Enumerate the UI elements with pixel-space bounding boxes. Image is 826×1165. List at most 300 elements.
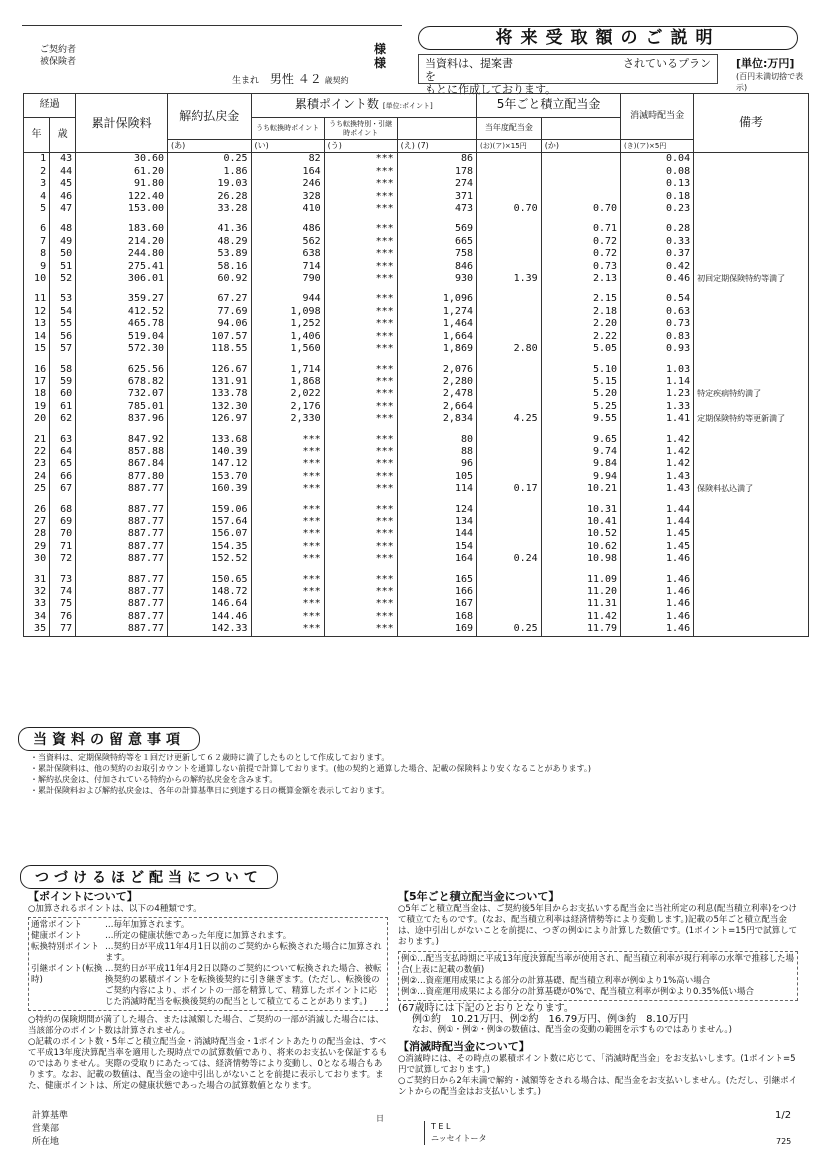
cell-handover-points: *** xyxy=(324,318,397,330)
cell-current-dividend xyxy=(477,248,542,260)
cell-age: 69 xyxy=(50,516,76,528)
page-title: 将来受取額のご説明 xyxy=(418,26,798,50)
cell-current-dividend xyxy=(477,261,542,273)
gap-cell xyxy=(251,496,324,504)
gap-cell xyxy=(477,215,542,223)
cell-current-dividend: 0.70 xyxy=(477,203,542,215)
cell-current-dividend xyxy=(477,574,542,586)
cell-handover-points: *** xyxy=(324,586,397,598)
cell-accumulated-dividend: 9.94 xyxy=(541,471,620,483)
cell-surrender: 19.03 xyxy=(168,178,252,190)
cell-remark xyxy=(694,401,809,413)
cell-total-points: 1,274 xyxy=(397,306,476,318)
example-values: 例①約 10.21万円、例②約 16.79万円、例③約 8.10万円 xyxy=(412,1014,689,1025)
cell-current-dividend xyxy=(477,611,542,623)
cell-premium: 877.80 xyxy=(76,471,168,483)
extinction-text2: ○ご契約日から2年未満で解約・減額等をされる場合は、配当金をお支払いしません。(ただし、引継ポイントからの配当金はお支払いします。) xyxy=(398,1076,798,1097)
table-row xyxy=(24,623,809,636)
table-row xyxy=(24,364,809,376)
note-line1: 当資料は、提案書 xyxy=(425,57,513,70)
cell-surrender: 118.55 xyxy=(168,343,252,355)
cell-surrender: 0.25 xyxy=(168,153,252,166)
cell-total-points: 168 xyxy=(397,611,476,623)
cell-total-points: 1,464 xyxy=(397,318,476,330)
point-row: 転換特別ポイント …契約日が平成11年4月1日以前のご契約から転換された場合に加算されます。 xyxy=(31,942,382,963)
cell-surrender: 67.27 xyxy=(168,293,252,305)
cell-total-points: 165 xyxy=(397,574,476,586)
cell-premium: 412.52 xyxy=(76,306,168,318)
gap-cell xyxy=(477,285,542,293)
cell-accumulated-dividend: 2.18 xyxy=(541,306,620,318)
cell-accumulated-dividend: 5.05 xyxy=(541,343,620,355)
cell-age: 71 xyxy=(50,541,76,553)
cell-age: 44 xyxy=(50,166,76,178)
cell-current-dividend xyxy=(477,178,542,190)
cell-premium: 359.27 xyxy=(76,293,168,305)
cell-extinction-dividend: 1.46 xyxy=(621,598,694,610)
gap-cell xyxy=(477,566,542,574)
cell-surrender: 159.06 xyxy=(168,504,252,516)
table-row xyxy=(24,611,809,623)
cell-extinction-dividend: 0.18 xyxy=(621,191,694,203)
cell-accumulated-dividend: 5.25 xyxy=(541,401,620,413)
cell-remark xyxy=(694,623,809,636)
insured-label: 被保険者 xyxy=(40,57,77,67)
notes-list xyxy=(30,752,800,796)
cell-extinction-dividend: 1.33 xyxy=(621,401,694,413)
cell-remark xyxy=(694,236,809,248)
gap-cell xyxy=(397,356,476,364)
cell-surrender: 94.06 xyxy=(168,318,252,330)
cell-current-dividend xyxy=(477,166,542,178)
cell-accumulated-dividend: 9.74 xyxy=(541,446,620,458)
gap-cell xyxy=(541,566,620,574)
mark-e: (え) (7) xyxy=(397,140,476,153)
cell-handover-points: *** xyxy=(324,413,397,425)
cell-transfer-points: *** xyxy=(251,483,324,495)
cell-handover-points: *** xyxy=(324,471,397,483)
cell-surrender: 142.33 xyxy=(168,623,252,636)
table-row xyxy=(24,434,809,446)
cell-year: 21 xyxy=(24,434,50,446)
gap-cell xyxy=(168,566,252,574)
gender-age: 男性 ４２ xyxy=(269,72,322,86)
cell-handover-points: *** xyxy=(324,446,397,458)
cell-current-dividend xyxy=(477,388,542,400)
col-remarks: 備考 xyxy=(694,94,809,153)
cell-total-points: 105 xyxy=(397,471,476,483)
cell-current-dividend xyxy=(477,364,542,376)
gap-cell xyxy=(541,496,620,504)
cell-transfer-points: 562 xyxy=(251,236,324,248)
cell-current-dividend xyxy=(477,318,542,330)
gap-cell xyxy=(324,215,397,223)
cell-accumulated-dividend xyxy=(541,178,620,190)
cell-year: 23 xyxy=(24,458,50,470)
points-section xyxy=(28,888,388,1092)
cell-extinction-dividend: 0.73 xyxy=(621,318,694,330)
cell-age: 68 xyxy=(50,504,76,516)
cell-transfer-points: *** xyxy=(251,471,324,483)
table-row xyxy=(24,191,809,203)
cell-total-points: 758 xyxy=(397,248,476,260)
cell-current-dividend xyxy=(477,191,542,203)
cell-premium: 887.77 xyxy=(76,598,168,610)
cell-premium: 519.04 xyxy=(76,331,168,343)
cell-handover-points: *** xyxy=(324,376,397,388)
cell-year: 24 xyxy=(24,471,50,483)
mark-ki: (き)(ア)×5円 xyxy=(621,140,694,153)
gap-cell xyxy=(541,215,620,223)
cell-age: 70 xyxy=(50,528,76,540)
cell-handover-points: *** xyxy=(324,343,397,355)
cell-handover-points: *** xyxy=(324,153,397,166)
example-2: 例②…資産運用成果による部分の計算基礎、配当積立利率が例①より1%高い場合 xyxy=(401,976,711,986)
cell-year: 20 xyxy=(24,413,50,425)
table-row xyxy=(24,413,809,425)
table-row xyxy=(24,306,809,318)
gap-cell xyxy=(50,285,76,293)
cell-age: 54 xyxy=(50,306,76,318)
cell-handover-points: *** xyxy=(324,223,397,235)
cell-surrender: 126.97 xyxy=(168,413,252,425)
unit-box xyxy=(736,55,806,93)
cell-age: 59 xyxy=(50,376,76,388)
cell-remark xyxy=(694,504,809,516)
table-row xyxy=(24,471,809,483)
cell-surrender: 157.64 xyxy=(168,516,252,528)
gap-cell xyxy=(324,285,397,293)
cell-current-dividend xyxy=(477,293,542,305)
gap-cell xyxy=(324,426,397,434)
cell-current-dividend xyxy=(477,586,542,598)
cell-handover-points: *** xyxy=(324,273,397,285)
cell-extinction-dividend: 0.28 xyxy=(621,223,694,235)
cell-current-dividend: 4.25 xyxy=(477,413,542,425)
cell-age: 47 xyxy=(50,203,76,215)
cell-surrender: 156.07 xyxy=(168,528,252,540)
cell-total-points: 2,664 xyxy=(397,401,476,413)
note-line1b: されているプランを xyxy=(425,57,711,83)
cell-surrender: 77.69 xyxy=(168,306,252,318)
basis-label: 計算基準 xyxy=(32,1111,69,1121)
gap-cell xyxy=(694,566,809,574)
honorifics xyxy=(374,42,386,70)
cell-year: 31 xyxy=(24,574,50,586)
cell-remark xyxy=(694,574,809,586)
cell-premium: 214.20 xyxy=(76,236,168,248)
cell-transfer-points: 2,176 xyxy=(251,401,324,413)
cell-year: 5 xyxy=(24,203,50,215)
cell-transfer-points: 246 xyxy=(251,178,324,190)
cell-year: 27 xyxy=(24,516,50,528)
cell-age: 67 xyxy=(50,483,76,495)
cell-accumulated-dividend xyxy=(541,191,620,203)
cell-remark xyxy=(694,343,809,355)
location-label: 所在地 xyxy=(32,1137,60,1147)
cell-handover-points: *** xyxy=(324,623,397,636)
gap-cell xyxy=(694,215,809,223)
cell-age: 61 xyxy=(50,401,76,413)
table-row xyxy=(24,203,809,215)
cell-extinction-dividend: 1.23 xyxy=(621,388,694,400)
gap-cell xyxy=(621,496,694,504)
cell-age: 73 xyxy=(50,574,76,586)
gap-cell xyxy=(168,496,252,504)
cell-year: 28 xyxy=(24,528,50,540)
cell-current-dividend: 2.80 xyxy=(477,343,542,355)
cell-surrender: 132.30 xyxy=(168,401,252,413)
cell-transfer-points: 638 xyxy=(251,248,324,260)
cell-transfer-points: 714 xyxy=(251,261,324,273)
gap-cell xyxy=(694,426,809,434)
cell-year: 17 xyxy=(24,376,50,388)
cell-remark: 特定疾病特約満了 xyxy=(694,388,809,400)
cell-premium: 732.07 xyxy=(76,388,168,400)
cell-total-points: 96 xyxy=(397,458,476,470)
cell-surrender: 144.46 xyxy=(168,611,252,623)
table-row xyxy=(24,331,809,343)
cell-premium: 887.77 xyxy=(76,516,168,528)
cell-accumulated-dividend: 5.15 xyxy=(541,376,620,388)
table-row xyxy=(24,516,809,528)
cell-premium: 785.01 xyxy=(76,401,168,413)
cell-remark xyxy=(694,553,809,565)
gap-cell xyxy=(168,426,252,434)
cell-current-dividend xyxy=(477,236,542,248)
cell-remark xyxy=(694,376,809,388)
cell-transfer-points: 1,252 xyxy=(251,318,324,330)
table-row xyxy=(24,504,809,516)
cell-extinction-dividend: 1.44 xyxy=(621,516,694,528)
cell-premium: 887.77 xyxy=(76,504,168,516)
cell-total-points: 371 xyxy=(397,191,476,203)
cell-extinction-dividend: 1.03 xyxy=(621,364,694,376)
cell-accumulated-dividend: 11.31 xyxy=(541,598,620,610)
cell-premium: 465.78 xyxy=(76,318,168,330)
cell-surrender: 133.78 xyxy=(168,388,252,400)
cell-year: 32 xyxy=(24,586,50,598)
gap-cell xyxy=(541,285,620,293)
cell-age: 76 xyxy=(50,611,76,623)
gap-cell xyxy=(76,356,168,364)
cell-age: 57 xyxy=(50,343,76,355)
cell-remark xyxy=(694,306,809,318)
example-1: 例①…配当支払時期に平成13年度決算配当率が使用され、配当積立利率が現行利率の水準で推移した場合(上表に記載の数値) xyxy=(401,954,794,975)
cell-accumulated-dividend: 2.20 xyxy=(541,318,620,330)
unit-label: [単位:万円] xyxy=(736,57,795,70)
cell-transfer-points: 164 xyxy=(251,166,324,178)
cell-age: 53 xyxy=(50,293,76,305)
gap-cell xyxy=(694,496,809,504)
tel-label: T E L xyxy=(431,1122,451,1131)
cell-year: 29 xyxy=(24,541,50,553)
cell-year: 19 xyxy=(24,401,50,413)
cell-extinction-dividend: 0.23 xyxy=(621,203,694,215)
cell-surrender: 53.89 xyxy=(168,248,252,260)
cell-extinction-dividend: 1.46 xyxy=(621,623,694,636)
five-year-section xyxy=(398,888,798,1098)
cell-premium: 153.00 xyxy=(76,203,168,215)
table-row xyxy=(24,483,809,495)
cell-total-points: 846 xyxy=(397,261,476,273)
cell-premium: 847.92 xyxy=(76,434,168,446)
cell-premium: 183.60 xyxy=(76,223,168,235)
gap-cell xyxy=(76,496,168,504)
cell-accumulated-dividend: 2.22 xyxy=(541,331,620,343)
gap-cell xyxy=(24,496,50,504)
cell-handover-points: *** xyxy=(324,331,397,343)
cell-total-points: 154 xyxy=(397,541,476,553)
cell-extinction-dividend: 1.46 xyxy=(621,611,694,623)
table-row xyxy=(24,553,809,565)
table-row xyxy=(24,178,809,190)
gap-cell xyxy=(50,426,76,434)
cell-accumulated-dividend: 0.72 xyxy=(541,248,620,260)
cell-remark: 定期保険特約等更新満了 xyxy=(694,413,809,425)
cell-extinction-dividend: 0.63 xyxy=(621,306,694,318)
gap-cell xyxy=(50,566,76,574)
gap-cell xyxy=(168,215,252,223)
cell-remark xyxy=(694,203,809,215)
cell-premium: 887.77 xyxy=(76,574,168,586)
dividend-title: つづけるほど配当について xyxy=(20,865,278,889)
col-handover: うち転換特別・引継時ポイント xyxy=(324,118,397,140)
cell-current-dividend xyxy=(477,331,542,343)
gap-cell xyxy=(621,356,694,364)
cell-surrender: 58.16 xyxy=(168,261,252,273)
cell-year: 7 xyxy=(24,236,50,248)
cell-accumulated-dividend: 0.71 xyxy=(541,223,620,235)
cell-premium: 122.40 xyxy=(76,191,168,203)
cell-accumulated-dividend: 11.42 xyxy=(541,611,620,623)
mark-u: (う) xyxy=(324,140,397,153)
row-gap xyxy=(24,496,809,504)
gap-cell xyxy=(397,426,476,434)
gap-cell xyxy=(24,215,50,223)
cell-remark xyxy=(694,223,809,235)
cell-accumulated-dividend: 10.52 xyxy=(541,528,620,540)
cell-current-dividend xyxy=(477,541,542,553)
five-year-text: ○5年ごと積立配当金は、ご契約後5年目からお支払いする配当金に当社所定の利息(配当積立利率)をつけて積立てたものです。(なお、配当積立利率は経済情勢等により変動します。)記載の5年ごと積立配当金は、途中引出しがないことを前提に、つぎの例①により計算した数値です。(1ポイント=15円で試算しております。) xyxy=(398,904,798,947)
gap-cell xyxy=(76,566,168,574)
col-transfer: うち転換時ポイント xyxy=(251,118,324,140)
cell-current-dividend xyxy=(477,598,542,610)
cell-remark xyxy=(694,471,809,483)
birth-info xyxy=(232,70,349,87)
gap-cell xyxy=(477,496,542,504)
cell-remark xyxy=(694,528,809,540)
five-year-header: 【5年ごと積立配当金について】 xyxy=(398,890,560,903)
cell-year: 9 xyxy=(24,261,50,273)
contractor-label: ご契約者 xyxy=(40,45,77,55)
mark-i: (い) xyxy=(251,140,324,153)
cell-year: 25 xyxy=(24,483,50,495)
col-surrender: 解約払戻金 xyxy=(168,94,252,140)
col-total-points xyxy=(397,118,476,140)
cell-handover-points: *** xyxy=(324,483,397,495)
cell-surrender: 133.68 xyxy=(168,434,252,446)
cell-extinction-dividend: 0.04 xyxy=(621,153,694,166)
cell-transfer-points: 1,868 xyxy=(251,376,324,388)
nissei-label: ニッセイトータ xyxy=(431,1134,487,1143)
cell-premium: 678.82 xyxy=(76,376,168,388)
cell-age: 65 xyxy=(50,458,76,470)
cell-handover-points: *** xyxy=(324,528,397,540)
cell-year: 6 xyxy=(24,223,50,235)
cell-premium: 572.30 xyxy=(76,343,168,355)
points-note1: ○特約の保険期間が満了した場合、または減額した場合、ご契約の一部が消滅した場合には、当該部分のポイント数は計算されません。 xyxy=(28,1015,384,1036)
cell-age: 55 xyxy=(50,318,76,330)
point-row: 通常ポイント …毎年加算されます。 xyxy=(31,920,190,930)
cell-premium: 887.77 xyxy=(76,483,168,495)
cell-year: 8 xyxy=(24,248,50,260)
cell-remark xyxy=(694,178,809,190)
cell-transfer-points: 944 xyxy=(251,293,324,305)
cell-handover-points: *** xyxy=(324,248,397,260)
birth-label: 生まれ xyxy=(232,76,260,86)
cell-handover-points: *** xyxy=(324,516,397,528)
cell-current-dividend: 0.24 xyxy=(477,553,542,565)
cell-handover-points: *** xyxy=(324,598,397,610)
point-row: 健康ポイント …所定の健康状態であった年度に加算されます。 xyxy=(31,931,292,941)
col-period: 経過 xyxy=(24,94,76,118)
cell-total-points: 930 xyxy=(397,273,476,285)
cell-accumulated-dividend: 10.62 xyxy=(541,541,620,553)
page-number: 1/2 xyxy=(775,1110,792,1121)
gap-cell xyxy=(50,215,76,223)
cell-extinction-dividend: 1.43 xyxy=(621,471,694,483)
cell-premium: 306.01 xyxy=(76,273,168,285)
age-contract: 歳契約 xyxy=(324,76,349,85)
cell-total-points: 169 xyxy=(397,623,476,636)
cell-handover-points: *** xyxy=(324,203,397,215)
cell-age: 64 xyxy=(50,446,76,458)
cell-age: 77 xyxy=(50,623,76,636)
cell-age: 50 xyxy=(50,248,76,260)
cell-accumulated-dividend: 0.70 xyxy=(541,203,620,215)
gap-cell xyxy=(621,215,694,223)
cell-total-points: 2,834 xyxy=(397,413,476,425)
cell-accumulated-dividend: 9.84 xyxy=(541,458,620,470)
cell-surrender: 153.70 xyxy=(168,471,252,483)
cell-current-dividend xyxy=(477,306,542,318)
gap-cell xyxy=(477,356,542,364)
col-premium: 累計保険料 xyxy=(76,94,168,153)
cell-remark xyxy=(694,166,809,178)
cell-total-points: 114 xyxy=(397,483,476,495)
gap-cell xyxy=(397,566,476,574)
cell-handover-points: *** xyxy=(324,191,397,203)
cell-extinction-dividend: 1.46 xyxy=(621,586,694,598)
cell-surrender: 147.12 xyxy=(168,458,252,470)
benefit-table xyxy=(23,93,809,637)
cell-age: 49 xyxy=(50,236,76,248)
cell-handover-points: *** xyxy=(324,388,397,400)
cell-current-dividend: 1.39 xyxy=(477,273,542,285)
cell-current-dividend xyxy=(477,528,542,540)
cell-remark xyxy=(694,458,809,470)
note-item: ・累計保険料は、他の契約のお取引カウントを通算しない前提で計算しております。(他の契約と通算した場合、記載の保険料より安くなることがあります。) xyxy=(30,764,591,773)
cell-extinction-dividend: 1.46 xyxy=(621,574,694,586)
table-row xyxy=(24,586,809,598)
cell-current-dividend xyxy=(477,446,542,458)
cell-total-points: 86 xyxy=(397,153,476,166)
cell-handover-points: *** xyxy=(324,611,397,623)
table-row xyxy=(24,293,809,305)
gap-cell xyxy=(76,285,168,293)
cell-transfer-points: 410 xyxy=(251,203,324,215)
